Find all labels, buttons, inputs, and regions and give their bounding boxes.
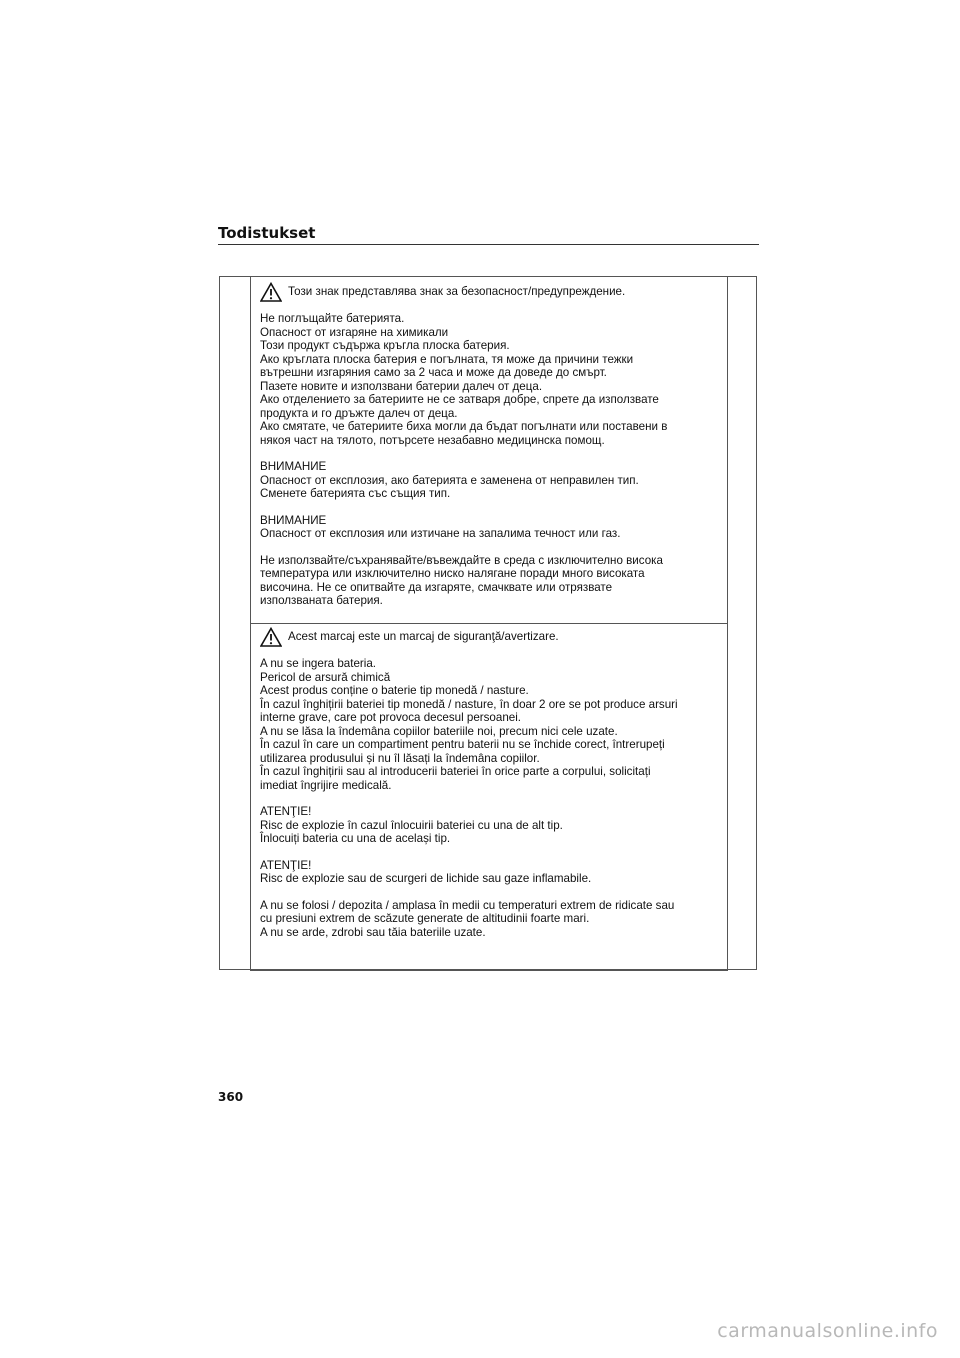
romanian-paragraph-1: A nu se ingera bateria. Pericol de arsură chimică Acest produs conține o baterie tip monedă / nasture. În cazul înghițirii bateriei tip monedă / nasture, în doar 2 ore se pot produce arsuri interne grave, care pot provoca decesul persoanei. A nu se lăsa la îndemâna copiilor bateriile noi, precum nici cele uzate. În cazul în care un compartiment pentru baterii nu se închide corect, întrerupeți utilizarea produsului și nu îl lăsați la îndemâna copiilor. În cazul înghițirii sau al introducerii bateriei în orice parte a corpului, solicitați imediat îngrijire medicală. (260, 657, 678, 792)
romanian-warning-row (260, 626, 720, 648)
romanian-paragraph-2: ATENŢIE! Risc de explozie în cazul înlocuirii bateriei cu una de alt tip. Înlocuiți bateria cu una de același tip. (260, 805, 563, 845)
romanian-paragraph-3: ATENŢIE! Risc de explozie sau de scurgeri de lichide sau gaze inflamabile. (260, 858, 592, 885)
section-title: Todistukset (218, 224, 316, 242)
bulgarian-warning-row (260, 281, 720, 303)
romanian-notice (260, 626, 720, 939)
bulgarian-paragraph-1: Не поглъщайте батерията. Опасност от изгаряне на химикали Този продукт съдържа кръгла плоска батерия. Ако кръглата плоска батерия е погълната, тя може да причини тежки вътрешни изгаряния само за 2 часа и може да доведе до смърт. Пазете новите и използвани батерии далеч от деца. Ако отделението за батериите не се затваря добре, спрете да използвате продукта и го дръжте далеч от деца. Ако смятате, че батериите биха могли да бъдат погълнати или поставени в някоя част на тялото, потърсете незабавно медицинска помощ. (260, 312, 668, 447)
warning-triangle-icon (260, 282, 282, 302)
bulgarian-notice (260, 281, 720, 608)
romanian-paragraph-4: A nu se folosi / depozita / amplasa în medii cu temperaturi extrem de ridicate sau cu presiuni extrem de scăzute generate de altitudinii foarte mari. A nu se arde, zdrobi sau tăia bateriile uzate. (260, 898, 675, 939)
title-rule (218, 244, 759, 245)
bulgarian-paragraph-4: Не използвайте/съхранявайте/въвеждайте в среда с изключително висока температура или изключително ниско налягане поради много високата височина. Не се опитвайте да изгаряте, смачквате или отрязвате използваната батерия. (260, 553, 663, 607)
bulgarian-paragraph-3: ВНИМАНИЕ Опасност от експлозия или изтичане на запалима течност или газ. (260, 513, 621, 540)
watermark: carmanualsonline.info (717, 1320, 938, 1342)
warning-triangle-icon (260, 627, 282, 647)
section-divider (250, 623, 728, 624)
page-number: 360 (218, 1090, 244, 1104)
bulgarian-warning-heading: Този знак представлява знак за безопасност/предупреждение. (288, 285, 626, 299)
bulgarian-paragraph-2: ВНИМАНИЕ Опасност от експлозия, ако батерията е заменена от неправилен тип. Сменете батерията със същия тип. (260, 460, 639, 500)
romanian-warning-heading: Acest marcaj este un marcaj de siguranţă/avertizare. (288, 630, 559, 644)
